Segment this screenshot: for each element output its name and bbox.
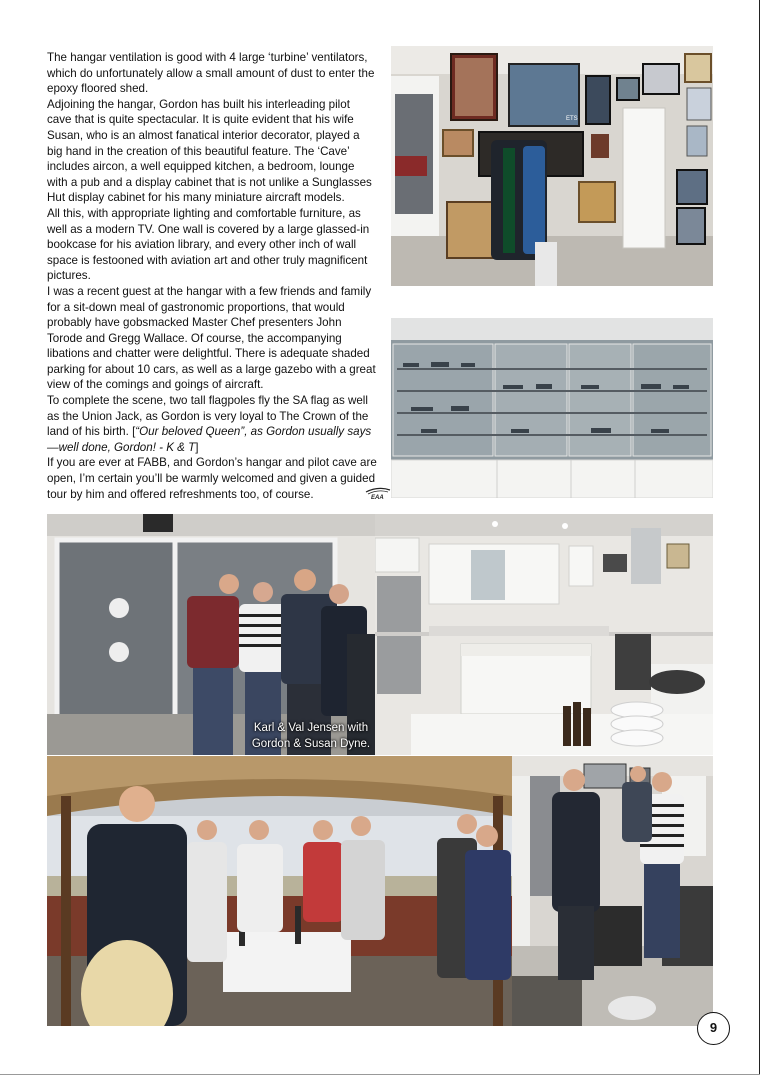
closing-bracket: ]: [195, 440, 199, 454]
article-paragraph-2: Adjoining the hangar, Gordon has built his interleading pilot cave that is quite spectacular. It is quite evident that his wife Susan, who is an almost fanatical interior decorator, played a big hand in the creation of this beautiful feature. The ‘Cave’ includes aircon, a well equipped kitchen, a bedroom, lounge with a pub and a display cabinet that is not unlike a Sunglasses Hut display cabinet for his many miniature aircraft models.: [47, 97, 372, 205]
lounge-photo: [512, 756, 713, 1026]
eaa-logo-text: EAA: [371, 495, 384, 500]
page-number: 9: [697, 1012, 730, 1045]
closing-text: To complete the scene, two tall flagpoles fly the SA flag as well as the Union Jack, as Gordon is very loyal to The Crown of the land of his birth. [: [47, 394, 369, 439]
aircraft-model-cabinet-photo: [391, 318, 713, 498]
article-body: [47, 50, 377, 502]
aviation-art-wall-photo: [391, 46, 713, 286]
caption-line-1: Karl & Val Jensen with: [253, 722, 369, 734]
group-portrait-photo: [47, 514, 375, 755]
closing-quote: “Our beloved Queen”, as Gordon usually says—well done, Gordon! - K & T: [47, 425, 372, 454]
photo-caption: [246, 720, 376, 752]
eaa-logo-icon: [365, 486, 391, 500]
article-paragraph-6: If you are ever at FABB, and Gordon’s hangar and pilot cave are open, I’m certain you’ll be warmly welcomed and given a guided tour by him and offered refreshments too, of course.: [47, 456, 377, 501]
artwork-tag: ETS: [566, 116, 578, 122]
article-paragraph-5: [47, 393, 377, 455]
caption-line-2: Gordon & Susan Dyne.: [251, 738, 371, 750]
kitchen-photo: [375, 514, 713, 755]
article-paragraph-3: All this, with appropriate lighting and comfortable furniture, as well as a modern TV. One wall is covered by a large glassed-in bookcase for his aviation library, and every other inch of wall space is festooned with aviation art and other truly magnificent pictures.: [47, 206, 370, 283]
article-paragraph-4: I was a recent guest at the hangar with a few friends and family for a sit-down meal of gastronomic proportions, that would probably have gobsmacked Master Chef presenters John Torode and Gregg Wallace. Of course, the accompanying libations and chatter were delightful. There is adequate shaded parking for about 10 cars, as well as a large gazebo with a great view of the comings and goings of aircraft.: [47, 284, 376, 392]
gazebo-gathering-photo: [47, 756, 512, 1026]
article-paragraph-1: The hangar ventilation is good with 4 large ‘turbine’ ventilators, which do unfortunately allow a small amount of dust to enter the epoxy floored shed.: [47, 51, 375, 96]
